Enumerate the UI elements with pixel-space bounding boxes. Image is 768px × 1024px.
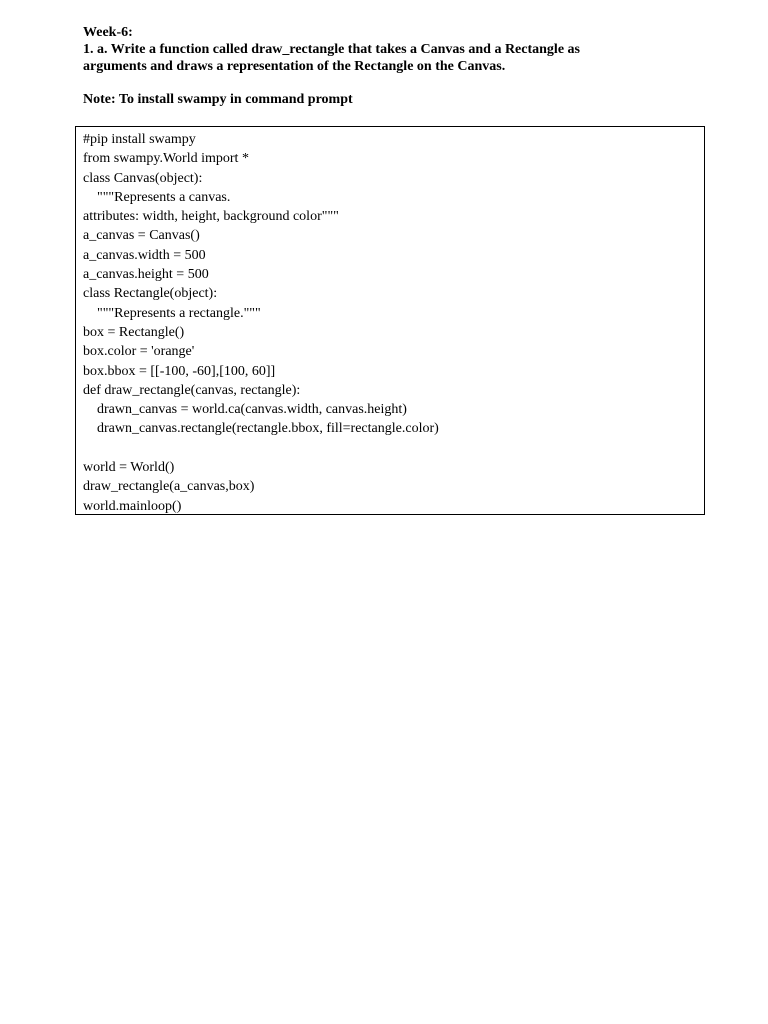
week-label: Week-6: xyxy=(83,25,133,40)
code-line: class Canvas(object): xyxy=(83,170,203,186)
code-line: box.color = 'orange' xyxy=(83,344,195,360)
question-text-line-1: 1. a. Write a function called draw_rectangle that takes a Canvas and a Rectangle as xyxy=(83,42,580,57)
spacer xyxy=(83,75,723,91)
code-line: world = World() xyxy=(83,460,175,476)
code-line xyxy=(83,439,439,458)
code-line: a_canvas = Canvas() xyxy=(83,228,200,244)
code-block xyxy=(75,126,705,515)
question-text-line-2: arguments and draws a representation of the Rectangle on the Canvas. xyxy=(83,59,506,74)
code-line: """Represents a rectangle.""" xyxy=(83,305,261,321)
code-line: class Rectangle(object): xyxy=(83,286,218,302)
code-line: world.mainloop() xyxy=(83,498,182,514)
code-line: box.bbox = [[-100, -60],[100, 60]] xyxy=(83,363,276,379)
note-text: Note: To install swampy in command prompt xyxy=(83,92,353,107)
code-line: drawn_canvas = world.ca(canvas.width, canvas.height) xyxy=(83,402,407,418)
code-line: """Represents a canvas. xyxy=(83,189,231,205)
code-line: from swampy.World import * xyxy=(83,151,249,167)
code-line: attributes: width, height, background color""" xyxy=(83,209,339,225)
code-line: a_canvas.height = 500 xyxy=(83,267,209,283)
code-line: drawn_canvas.rectangle(rectangle.bbox, fill=rectangle.color) xyxy=(83,421,439,437)
code-line: #pip install swampy xyxy=(83,132,196,147)
code-line: a_canvas.width = 500 xyxy=(83,247,206,263)
code-line: def draw_rectangle(canvas, rectangle): xyxy=(83,382,301,398)
code-line: box = Rectangle() xyxy=(83,324,185,340)
code-line: draw_rectangle(a_canvas,box) xyxy=(83,479,255,495)
question-heading xyxy=(83,24,723,108)
code-lines xyxy=(83,130,439,516)
